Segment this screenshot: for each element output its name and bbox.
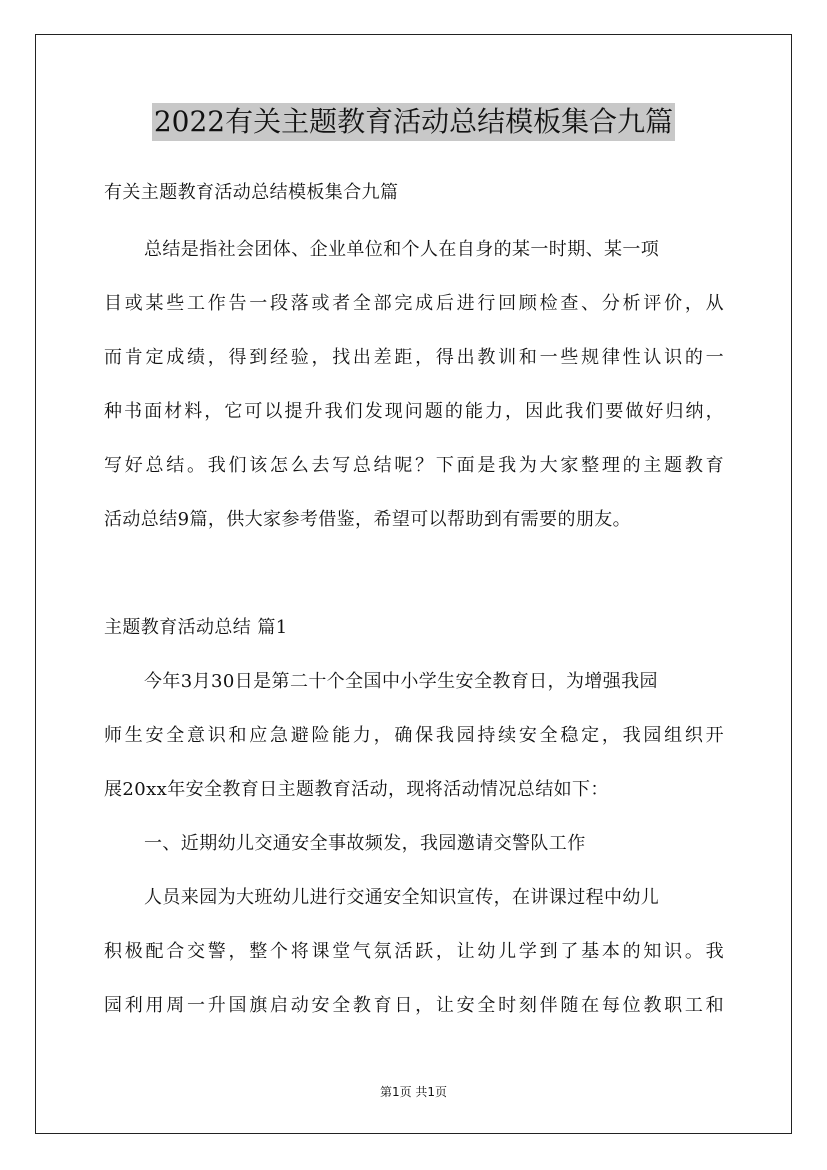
intro-line-5: 写好总结。我们该怎么去写总结呢？下面是我为大家整理的主题教育: [104, 455, 724, 476]
intro-line-1: 总结是指社会团体、企业单位和个人在自身的某一时期、某一项: [144, 239, 660, 260]
section-line-3: 展20xx年安全教育日主题教育活动，现将活动情况总结如下：: [104, 779, 609, 800]
section-line-4: 一、近期幼儿交通安全事故频发，我园邀请交警队工作: [144, 833, 586, 854]
document-subtitle: 有关主题教育活动总结模板集合九篇: [104, 182, 399, 203]
document-title: 2022有关主题教育活动总结模板集合九篇: [152, 103, 675, 141]
intro-line-2: 目或某些工作告一段落或者全部完成后进行回顾检查、分析评价，从: [104, 293, 724, 314]
intro-line-4: 种书面材料，它可以提升我们发现问题的能力，因此我们要做好归纳，: [104, 401, 724, 422]
intro-line-3: 而肯定成绩，得到经验，找出差距，得出教训和一些规律性认识的一: [104, 347, 724, 368]
section-line-7: 园利用周一升国旗启动安全教育日，让安全时刻伴随在每位教职工和: [104, 995, 724, 1016]
section-line-1: 今年3月30日是第二十个全国中小学生安全教育日，为增强我园: [144, 671, 658, 692]
document-title-wrapper: [0, 103, 827, 141]
section-line-5: 人员来园为大班幼儿进行交通安全知识宣传，在讲课过程中幼儿: [144, 887, 660, 908]
section-line-2: 师生安全意识和应急避险能力，确保我园持续安全稳定，我园组织开: [104, 725, 724, 746]
page-footer: 第1页 共1页: [379, 1085, 448, 1099]
section-heading: 主题教育活动总结 篇1: [104, 617, 288, 638]
intro-line-6: 活动总结9篇，供大家参考借鉴，希望可以帮助到有需要的朋友。: [104, 509, 632, 530]
section-line-6: 积极配合交警，整个将课堂气氛活跃，让幼儿学到了基本的知识。我: [104, 941, 724, 962]
